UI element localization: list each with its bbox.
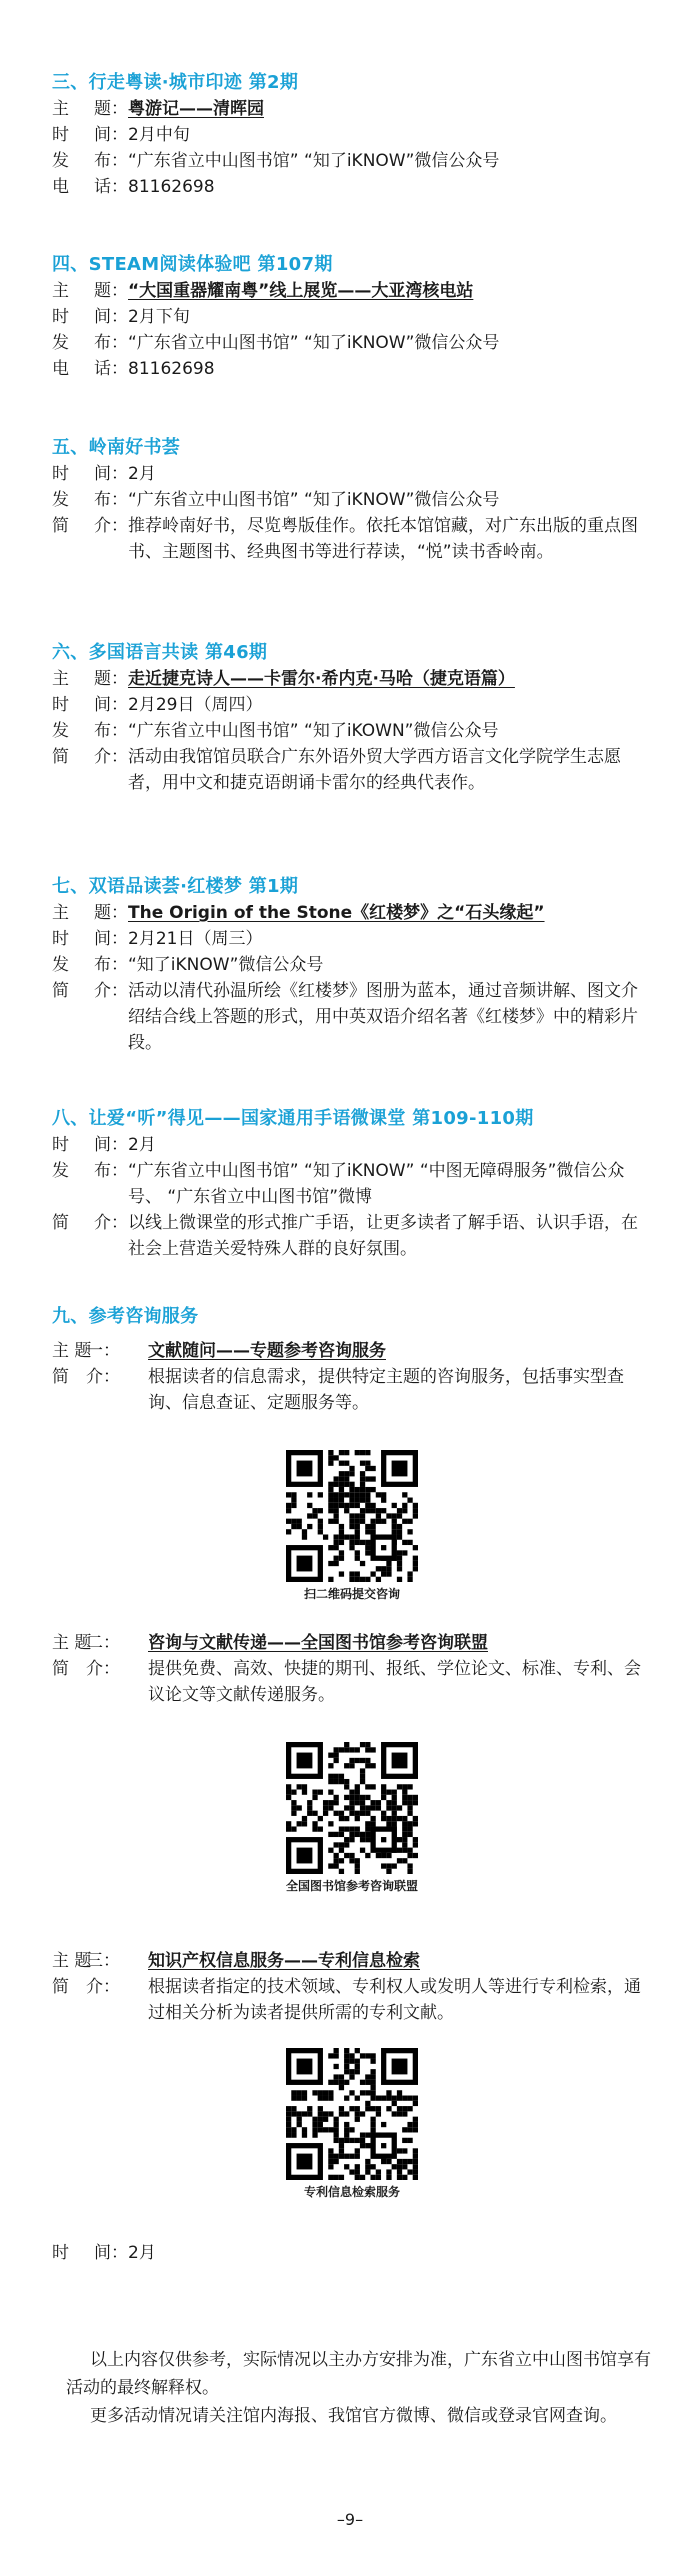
page-number: –9– — [336, 2510, 364, 2529]
section-9-reference — [52, 1304, 652, 2304]
topic-row: 主 题三： 知识产权信息服务——专利信息检索 — [52, 1951, 420, 1971]
qr-caption: 扫二维码提交咨询 — [303, 1587, 400, 1601]
qr-code-icon[interactable] — [286, 1450, 418, 1582]
intro-row: 简 介： 提供免费、高效、快捷的期刊、报纸、学位论文、标准、专利、会议论文等文献传递服务。 — [52, 1659, 641, 1705]
qr-block-3 — [52, 2048, 652, 2200]
qr-code-icon[interactable] — [286, 2048, 418, 2180]
publish-row: 发 布： “广东省立中山图书馆” “知了iKNOW”微信公众号 — [52, 151, 500, 171]
section-title: 三、行走粤读·城市印迹 第2期 — [52, 72, 299, 93]
section-title: 八、让爱“听”得见——国家通用手语微课堂 第109-110期 — [52, 1108, 534, 1129]
section-3 — [52, 70, 652, 200]
phone-row: 电 话： 81162698 — [52, 359, 215, 379]
section-title: 六、多国语言共读 第46期 — [52, 642, 268, 663]
time-row: 时 间： 2月中旬 — [52, 125, 190, 145]
ref-service-1 — [52, 1338, 652, 1416]
ref-time — [52, 2240, 652, 2266]
topic-row: 主 题一： 文献随问——专题参考咨询服务 — [52, 1341, 386, 1361]
topic-row: 主 题二： 咨询与文献传递——全国图书馆参考咨询联盟 — [52, 1633, 488, 1653]
publish-row: 发 布： “广东省立中山图书馆” “知了iKNOW” “中图无障碍服务”微信公众号、 “广东省立中山图书馆”微博 — [52, 1161, 625, 1207]
time-row: 时 间： 2月29日（周四） — [52, 695, 263, 715]
note-paragraph: 更多活动情况请关注馆内海报、我馆官方微博、微信或登录官网查询。 — [90, 2406, 617, 2426]
topic-row: 主 题： “大国重器耀南粤”线上展览——大亚湾核电站 — [52, 281, 474, 301]
qr-block-2 — [52, 1742, 652, 1894]
section-title: 四、STEAM阅读体验吧 第107期 — [52, 254, 333, 275]
section-4 — [52, 252, 652, 382]
phone-row: 电 话： 81162698 — [52, 177, 215, 197]
topic-row: 主 题： The Origin of the Stone《红楼梦》之“石头缘起” — [52, 903, 545, 923]
intro-row: 简 介： 活动以清代孙温所绘《红楼梦》图册为蓝本，通过音频讲解、图文介绍结合线上答题的形式，用中英双语介绍名著《红楼梦》中的精彩片段。 — [52, 981, 638, 1053]
publish-row: 发 布： “广东省立中山图书馆” “知了iKNOW”微信公众号 — [52, 490, 500, 510]
section-7 — [52, 874, 652, 1056]
intro-row: 简 介： 根据读者指定的技术领域、专利权人或发明人等进行专利检索，通过相关分析为读者提供所需的专利文献。 — [52, 1977, 641, 2023]
time-row: 时 间： 2月 — [52, 1135, 156, 1155]
section-5 — [52, 435, 652, 565]
time-row: 时 间： 2月下旬 — [52, 307, 190, 327]
intro-row: 简 介： 活动由我馆馆员联合广东外语外贸大学西方语言文化学院学生志愿者，用中文和捷克语朗诵卡雷尔的经典代表作。 — [52, 747, 621, 793]
topic-row: 主 题： 走近捷克诗人——卡雷尔·希内克·马哈（捷克语篇） — [52, 669, 515, 689]
ref-service-2 — [52, 1630, 652, 1708]
qr-caption: 全国图书馆参考咨询联盟 — [285, 1879, 418, 1893]
publish-row: 发 布： “广东省立中山图书馆” “知了iKOWN”微信公众号 — [52, 721, 499, 741]
qr-code-icon[interactable] — [286, 1742, 418, 1874]
intro-row: 简 介： 以线上微课堂的形式推广手语，让更多读者了解手语、认识手语，在社会上营造关爱特殊人群的良好氛围。 — [52, 1213, 638, 1259]
section-title: 九、参考咨询服务 — [52, 1306, 199, 1327]
intro-row: 简 介： 根据读者的信息需求，提供特定主题的咨询服务，包括事实型查询、信息查证、定题服务等。 — [52, 1367, 624, 1413]
time-row: 时 间： 2月21日（周三） — [52, 929, 263, 949]
section-title: 七、双语品读荟·红楼梦 第1期 — [52, 876, 299, 897]
publish-row: 发 布： “广东省立中山图书馆” “知了iKNOW”微信公众号 — [52, 333, 500, 353]
ref-service-3 — [52, 1948, 652, 2026]
topic-row: 主 题： 粤游记——清晖园 — [52, 99, 264, 119]
note-paragraph: 以上内容仅供参考，实际情况以主办方安排为准，广东省立中山图书馆享有活动的最终解释权。 — [66, 2350, 651, 2398]
footer-notes — [66, 2346, 656, 2430]
section-8 — [52, 1106, 652, 1262]
publish-row: 发 布： “知了iKNOW”微信公众号 — [52, 955, 324, 975]
section-6 — [52, 640, 652, 796]
qr-caption: 专利信息检索服务 — [303, 2185, 400, 2199]
section-title: 五、岭南好书荟 — [52, 437, 181, 458]
intro-row: 简 介： 推荐岭南好书，尽览粤版佳作。依托本馆馆藏，对广东出版的重点图书、主题图书、经典图书等进行荐读，“悦”读书香岭南。 — [52, 516, 638, 562]
time-row: 时 间： 2月 — [52, 2243, 156, 2263]
time-row: 时 间： 2月 — [52, 464, 156, 484]
qr-block-1 — [52, 1450, 652, 1602]
